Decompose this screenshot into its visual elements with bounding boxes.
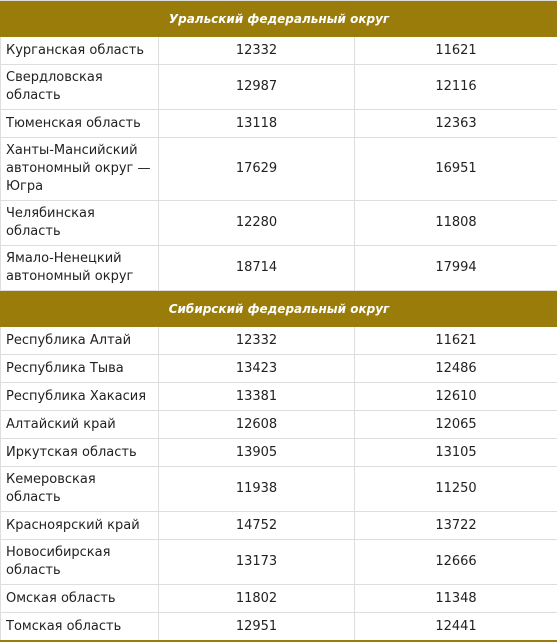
table-row	[1, 585, 557, 613]
value-1: 14752	[159, 512, 355, 540]
region-name: Ямало-Ненецкий автономный округ	[1, 246, 159, 291]
value-1: 11938	[159, 467, 355, 512]
value-1: 12332	[159, 37, 355, 65]
table-row	[1, 246, 557, 291]
table-row	[1, 512, 557, 540]
region-name: Ханты-Мансийский автономный округ — Югра	[1, 138, 159, 201]
region-name: Томская область	[1, 613, 159, 642]
region-name: Алтайский край	[1, 411, 159, 439]
table-row	[1, 327, 557, 355]
region-name: Тюменская область	[1, 110, 159, 138]
value-1: 12951	[159, 613, 355, 642]
table-row	[1, 411, 557, 439]
section-header-siberian	[1, 291, 557, 327]
value-1: 13423	[159, 355, 355, 383]
section-title: Уральский федеральный округ	[1, 1, 557, 37]
region-name: Республика Алтай	[1, 327, 159, 355]
value-1: 13905	[159, 439, 355, 467]
value-1: 12332	[159, 327, 355, 355]
value-1: 13381	[159, 383, 355, 411]
table-row	[1, 65, 557, 110]
value-2: 11621	[355, 37, 557, 65]
value-1: 12608	[159, 411, 355, 439]
region-name: Иркутская область	[1, 439, 159, 467]
region-name: Курганская область	[1, 37, 159, 65]
value-2: 11250	[355, 467, 557, 512]
value-1: 13118	[159, 110, 355, 138]
value-2: 16951	[355, 138, 557, 201]
region-name: Республика Хакасия	[1, 383, 159, 411]
value-1: 12280	[159, 201, 355, 246]
value-1: 18714	[159, 246, 355, 291]
table-row	[1, 201, 557, 246]
table-row	[1, 540, 557, 585]
value-2: 12065	[355, 411, 557, 439]
value-2: 17994	[355, 246, 557, 291]
value-2: 12363	[355, 110, 557, 138]
region-name: Челябинская область	[1, 201, 159, 246]
table-row	[1, 439, 557, 467]
table-row	[1, 355, 557, 383]
region-name: Кемеровская область	[1, 467, 159, 512]
value-2: 13722	[355, 512, 557, 540]
value-2: 12666	[355, 540, 557, 585]
value-2: 12441	[355, 613, 557, 642]
table-row	[1, 467, 557, 512]
section-title: Сибирский федеральный округ	[1, 291, 557, 327]
region-name: Омская область	[1, 585, 159, 613]
table-row	[1, 383, 557, 411]
value-2: 11808	[355, 201, 557, 246]
table-row	[1, 110, 557, 138]
value-2: 11348	[355, 585, 557, 613]
value-1: 11802	[159, 585, 355, 613]
value-2: 11621	[355, 327, 557, 355]
region-name: Свердловская область	[1, 65, 159, 110]
value-2: 12486	[355, 355, 557, 383]
table-row	[1, 37, 557, 65]
value-1: 13173	[159, 540, 355, 585]
value-2: 12610	[355, 383, 557, 411]
table-row	[1, 138, 557, 201]
region-name: Республика Тыва	[1, 355, 159, 383]
value-2: 12116	[355, 65, 557, 110]
value-1: 17629	[159, 138, 355, 201]
table-row	[1, 613, 557, 642]
section-header-ural	[1, 1, 557, 37]
region-name: Новосибирская область	[1, 540, 159, 585]
value-2: 13105	[355, 439, 557, 467]
value-1: 12987	[159, 65, 355, 110]
region-name: Красноярский край	[1, 512, 159, 540]
